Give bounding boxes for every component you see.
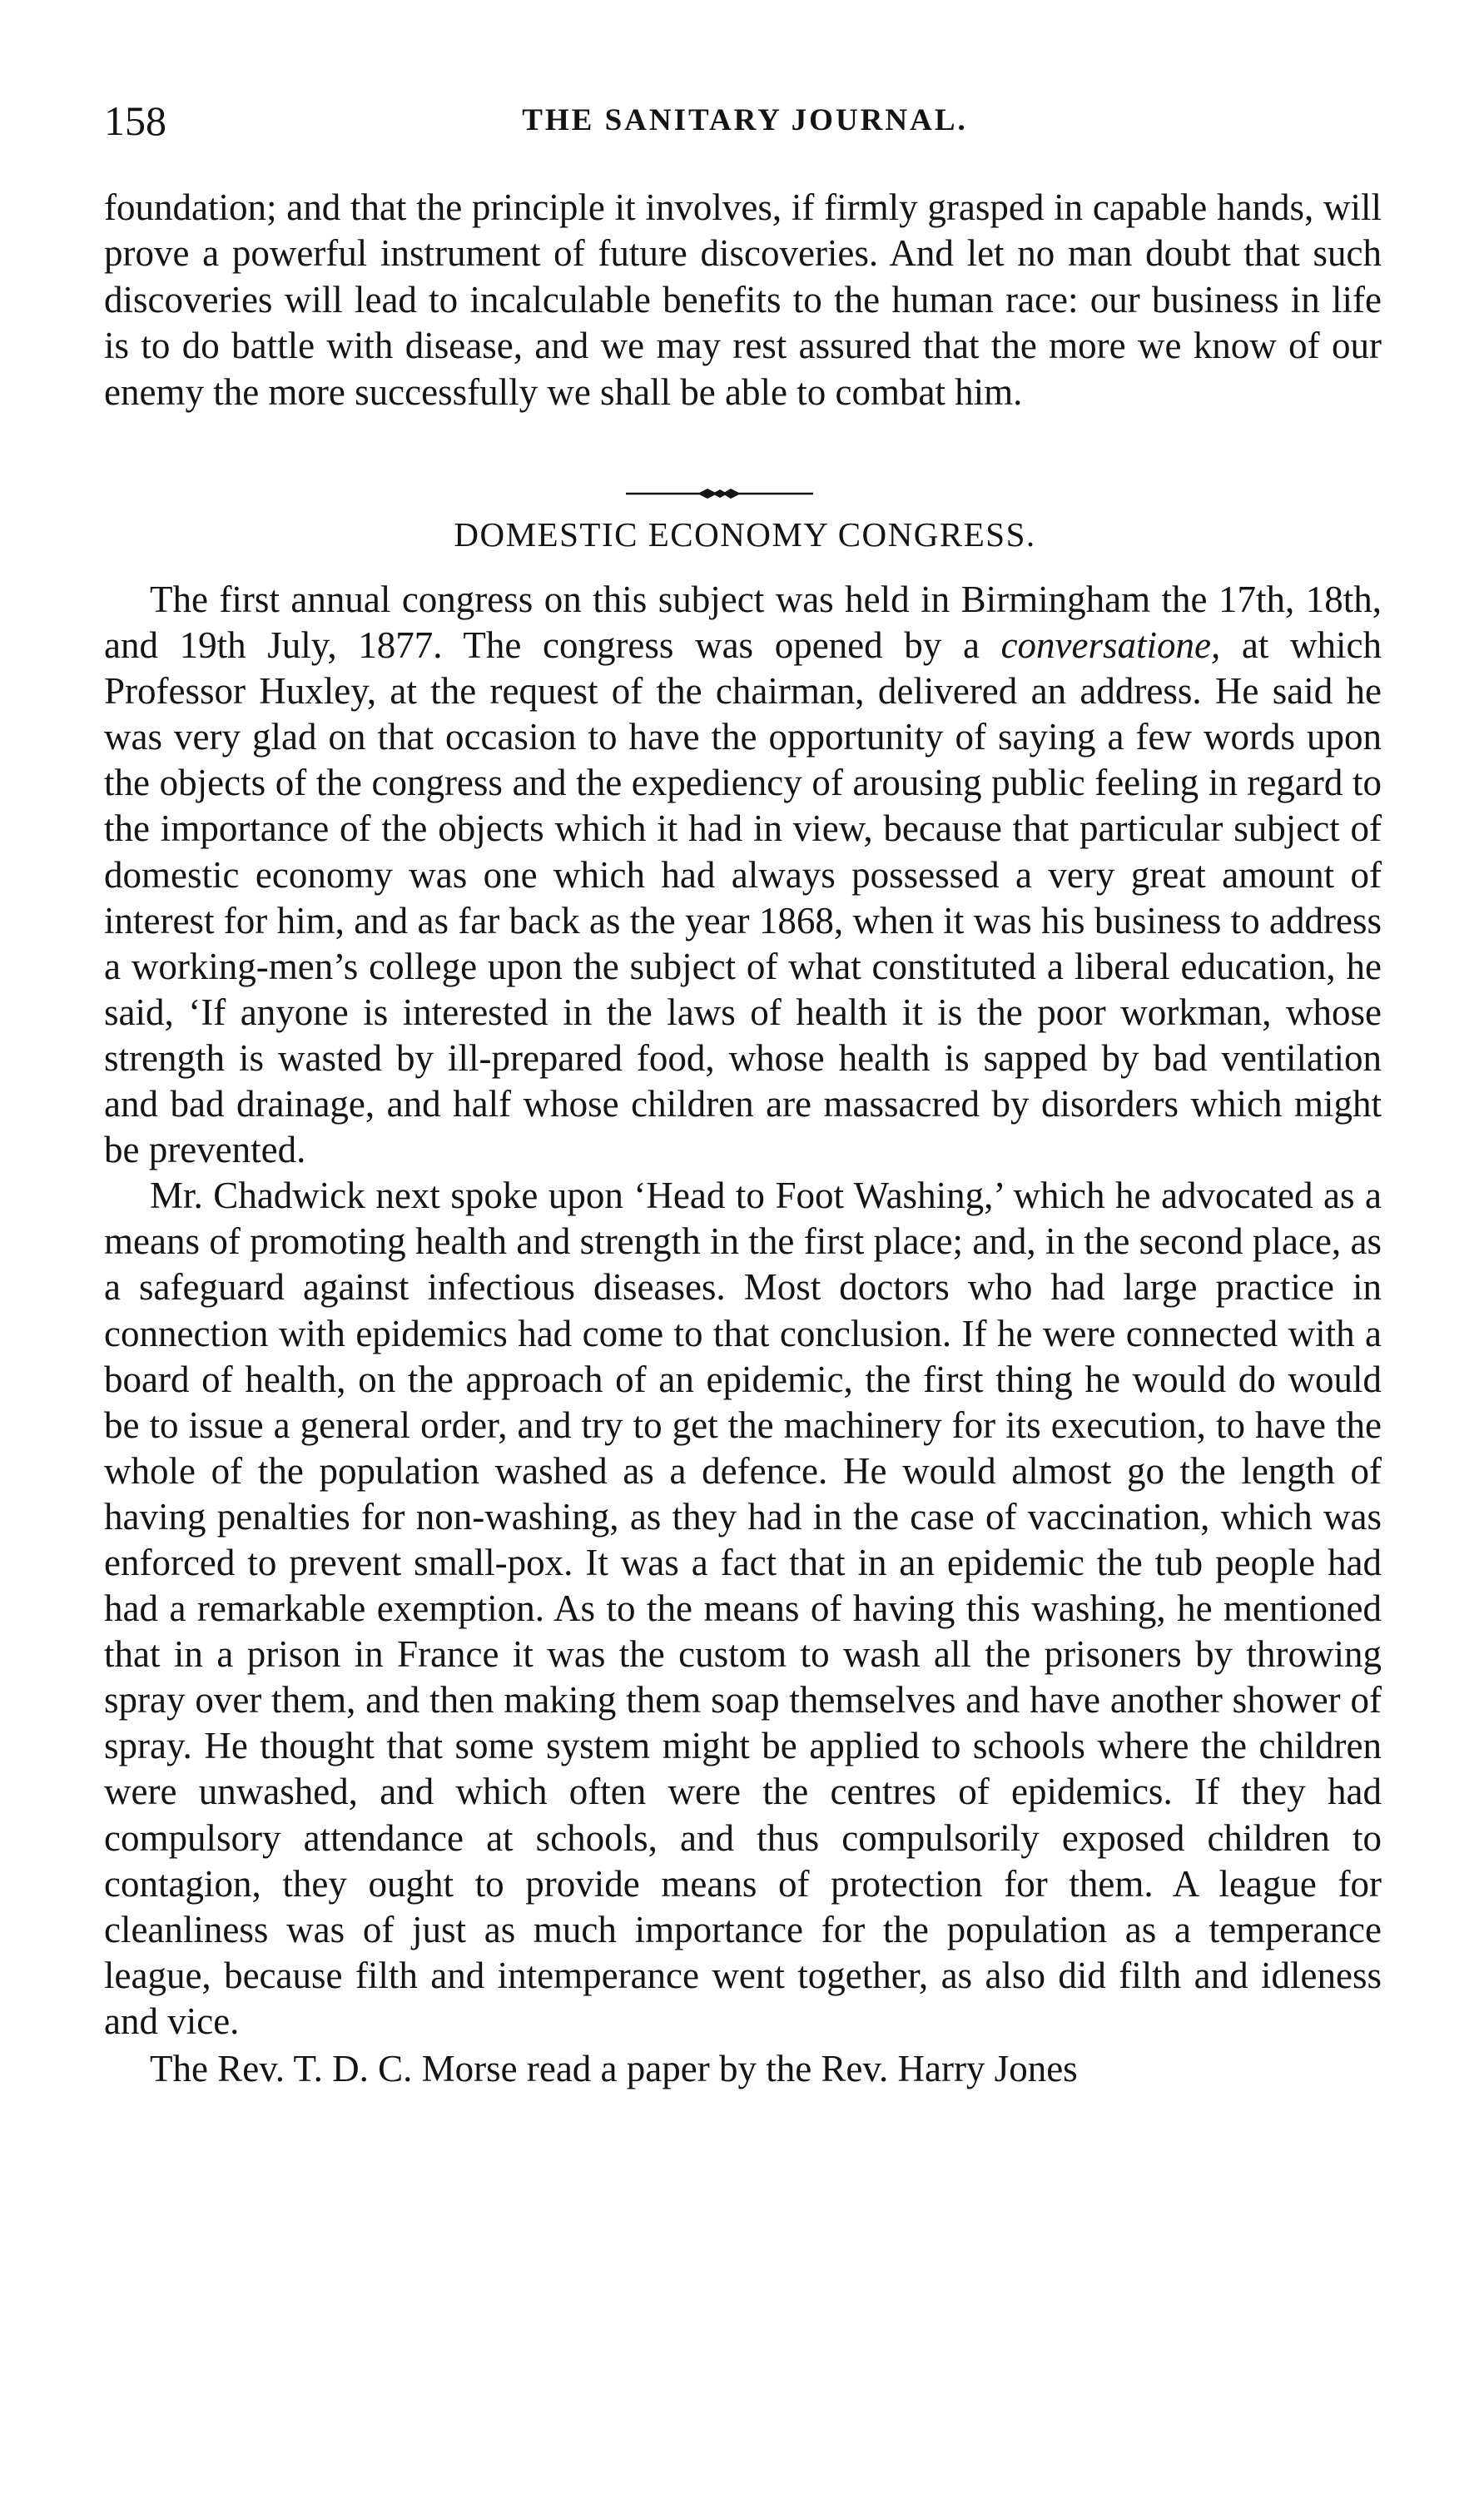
paragraph-morse: The Rev. T. D. C. Morse read a paper by the Rev. Harry Jones [150,2048,1078,2089]
intro-text [104,185,1382,415]
page-number: 158 [104,97,166,144]
section-divider-ornament [626,487,813,500]
paragraph-huxley-continuation: at which Professor Huxley, at the request of the chairman, delivered an address. He said he was very glad on that occasion to have the opportunity of saying a few words upon the objects of the congress and the expediency of arousing public feeling in regard to the importance of the objects which it had in view, because that particular subject of domestic economy was one which had always possessed a very great amount of interest for him, and as far back as the year 1868, when it was his business to address a working-men’s college upon the subject of what constituted a liberal education, he said, ‘If anyone is interested in the laws of health it is the poor workman, whose strength is wasted by ill-prepared food, whose health is sapped by bad ventilation and bad drainage, and half whose children are massacred by disorders which might be prevented. [104,624,1382,1171]
article-body [104,577,1382,2092]
running-head [104,96,1386,146]
journal-title: THE SANITARY JOURNAL. [522,103,968,137]
paragraph-huxley-opening: The first annual congress on this subject was held in Birmingham the 17th, 18th, and 19th July, 1877. The congress was opened by a [104,579,1382,667]
italic-term: conversatione, [1000,624,1221,667]
intro-paragraph: foundation; and that the principle it involves, if firmly grasped in capable hands, will prove a powerful instrument of future discoveries. And let no man doubt that such discoveries will lead to incalculable benefits to the human race: our business in life is to do battle with disease, and we may rest assured that the more we know of our enemy the more successfully we shall be able to combat him. [104,186,1382,413]
section-heading: DOMESTIC ECONOMY CONGRESS. [454,515,1036,554]
paragraph-huxley [104,577,1382,1173]
paragraph-chadwick: Mr. Chadwick next spoke upon ‘Head to Foot Washing,’ which he advocated as a means of promoting health and strength in the first place; and, in the second place, as a safeguard against infectious diseases. Most doctors who had large practice in connection with epidemics had come to that conclusion. If he were connected with a board of health, on the approach of an epidemic, the first thing he would do would be to issue a general order, and try to get the machinery for its execution, to have the whole of the population washed as a defence. He would almost go the length of having penalties for non-washing, as they had in the case of vaccination, which was enforced to prevent small-pox. It was a fact that in an epidemic the tub people had had a remarkable exemption. As to the means of having this washing, he mentioned that in a prison in France it was the custom to wash all the prisoners by throwing spray over them, and then making them soap themselves and have another shower of spray. He thought that some system might be applied to schools where the children were unwashed, and which often were the centres of epidemics. If they had compulsory attendance at schools, and thus compulsorily exposed children to contagion, they ought to provide means of protection for them. A league for cleanliness was of just as much importance for the population as a temperance league, because filth and intemperance went together, as also did filth and idleness and vice. [104,1175,1382,2042]
